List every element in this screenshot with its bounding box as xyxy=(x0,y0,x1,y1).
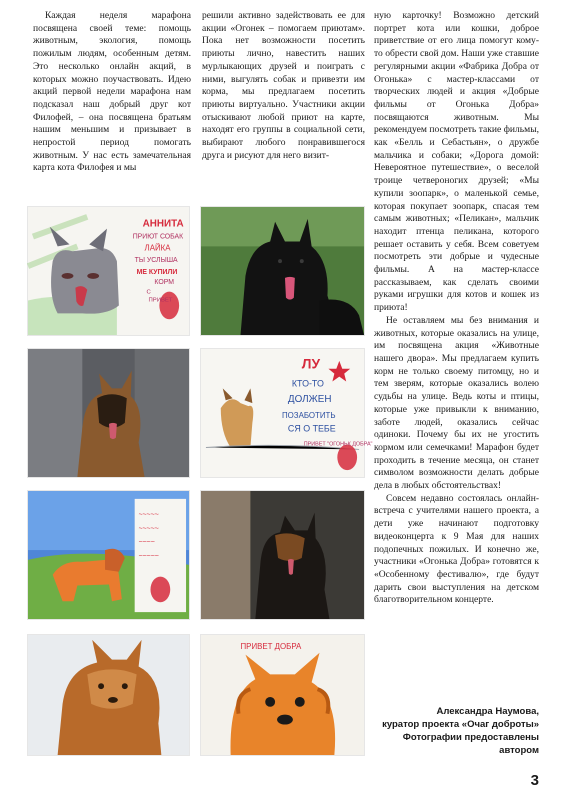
drawing1-line-5: МЕ КУПИЛИ xyxy=(136,268,178,276)
drawing1-line-8: ПРИВЕТ xyxy=(148,297,173,304)
column-3-paragraph-3: Совсем недавно состоялась онлайн-встреча с учителями нашего проекта, а дети уже начинают подготовку видеоконцерта к 9 Мая для наших подопечных пожилых. И конечно же, участники «Огонька Добра» готовятся к «Особенному фестивалю», где будут дарить свои выступления на детском благотворительном концерте. xyxy=(374,492,539,606)
drawing-someone-must-care xyxy=(200,348,373,478)
drawing1-line-6: КОРМ xyxy=(154,278,175,286)
svg-text:~~~~~: ~~~~~ xyxy=(138,511,159,519)
author-signature xyxy=(339,705,539,757)
drawing1-line-2: ПРИЮТ СОБАК xyxy=(132,233,184,241)
drawing2-line-1: ЛУ xyxy=(301,356,321,372)
drawing1-line-3: ЛАЙКА xyxy=(144,243,171,253)
drawing1-line-7: С xyxy=(146,289,151,296)
column-2-paragraph: решили активно задействовать ее для акции «Огонек – помогаем приютам». Пока нет возможности посетить приюты лично, навестить наших мурлыкающих друзей и поиграть с ними, выгулять собак и привезти им корма, мы предлагаем посетить приюты виртуально. Участники акции отыскивают любой приют на карте, находят его группы в социальной сети, выбирают любого понравившегося друга и рисуют для него визит- xyxy=(202,10,365,161)
column-1-paragraph: Каждая неделя марафона посвящена своей теме: помощь животным, экология, помощь пожилым людям, особенным детям. Это несколько онлайн акций, в которых можно поучаствовать. Идею акций первой недели марафона нам подсказал наш добрый друг кот Филофей, – она посвящена братьям нашим меньшим и призывает в непростой период помогать животным. У нас есть замечательная карта кота Филофея и мы xyxy=(33,10,191,174)
page-number: 3 xyxy=(530,772,539,789)
column-3-paragraph-1: ную карточку! Возможно детский портрет кота или кошки, доброе приветствие от его лица помогут кому-то обрести свой дом. Наши уже ставшие регулярными акции «Фабрика Добра от Огонька» с мастер-классами от творческих людей и акция «Добрые фильмы от Огонька Добра» посвящаются животным. Мы рекомендуем посмотреть такие фильмы, как «Белль и Себастьян», о дружбе мальчика и собаки; «Дорога домой: Невероятное путешествие», о веселой троице четвероногих друзей; «Мы купили зоопарк», о маленькой семье, которая покупает зоопарк, спасая тем самым животных; «Пеликан», мальчик находит птенца пеликана, которого решает оставить у себя. Всем советуем посмотреть эти добрые и чудесные фильмы. А на мастер-классе рассказываем, как сделать своими руками игрушки для котов и кошек из приюта! xyxy=(374,10,539,314)
photo-black-dog xyxy=(200,206,365,336)
drawing2-line-2: КТО-ТО xyxy=(291,378,324,389)
author-role: куратор проекта «Очаг доброты» xyxy=(382,719,539,730)
author-name: Александра Наумова, xyxy=(436,706,539,717)
drawing-dog-on-grass xyxy=(27,490,190,620)
photo-credit-author: автором xyxy=(499,745,539,756)
drawing1-line-4: ТЫ УСЛЫША xyxy=(134,257,178,265)
photo-fluffy-dog-snow xyxy=(27,634,190,756)
drawing1-line-1: АННИТА xyxy=(142,218,184,230)
drawing2-note: ПРИВЕТ "ОГОНЬК ДОБРА" xyxy=(303,441,373,448)
svg-text:~~~~~: ~~~~~ xyxy=(138,552,159,560)
photo-credit: Фотографии предоставлены xyxy=(402,732,539,743)
drawing2-line-4: ПОЗАБОТИТЬ xyxy=(282,410,336,420)
article-column-1 xyxy=(33,10,191,175)
column-3-paragraph-2: Не оставляем мы без внимания и животных, которые оказались на улице, им посвящена акция «Животные нашего двора». Мы предлагаем купить корм не только своему питомцу, но и тем зверям, которые оказались волею судьбы на улице. Ведь коты и птицы, которые уже привыкли к вниманию, заботе людей, оказались сейчас одиноки. Почему бы их не угостить кормом или семечками! Марафон будет проходить в течение месяца, он станет символом возможности делать добрые дела в любых обстоятельствах! xyxy=(374,314,539,492)
photo-shepherd-on-sofa xyxy=(27,348,190,478)
article-column-3 xyxy=(374,10,539,607)
drawing-dog-annita xyxy=(27,206,190,336)
svg-text:~~~~: ~~~~ xyxy=(138,539,155,547)
drawing2-line-5: СЯ О ТЕБЕ xyxy=(287,423,336,434)
drawing4-text: ПРИВЕТ ДОБРА xyxy=(240,641,302,651)
drawing2-line-3: ДОЛЖЕН xyxy=(287,394,332,406)
svg-text:~~~~~: ~~~~~ xyxy=(138,525,159,533)
article-column-2 xyxy=(202,10,365,162)
photo-dog-on-pavement xyxy=(200,490,365,620)
